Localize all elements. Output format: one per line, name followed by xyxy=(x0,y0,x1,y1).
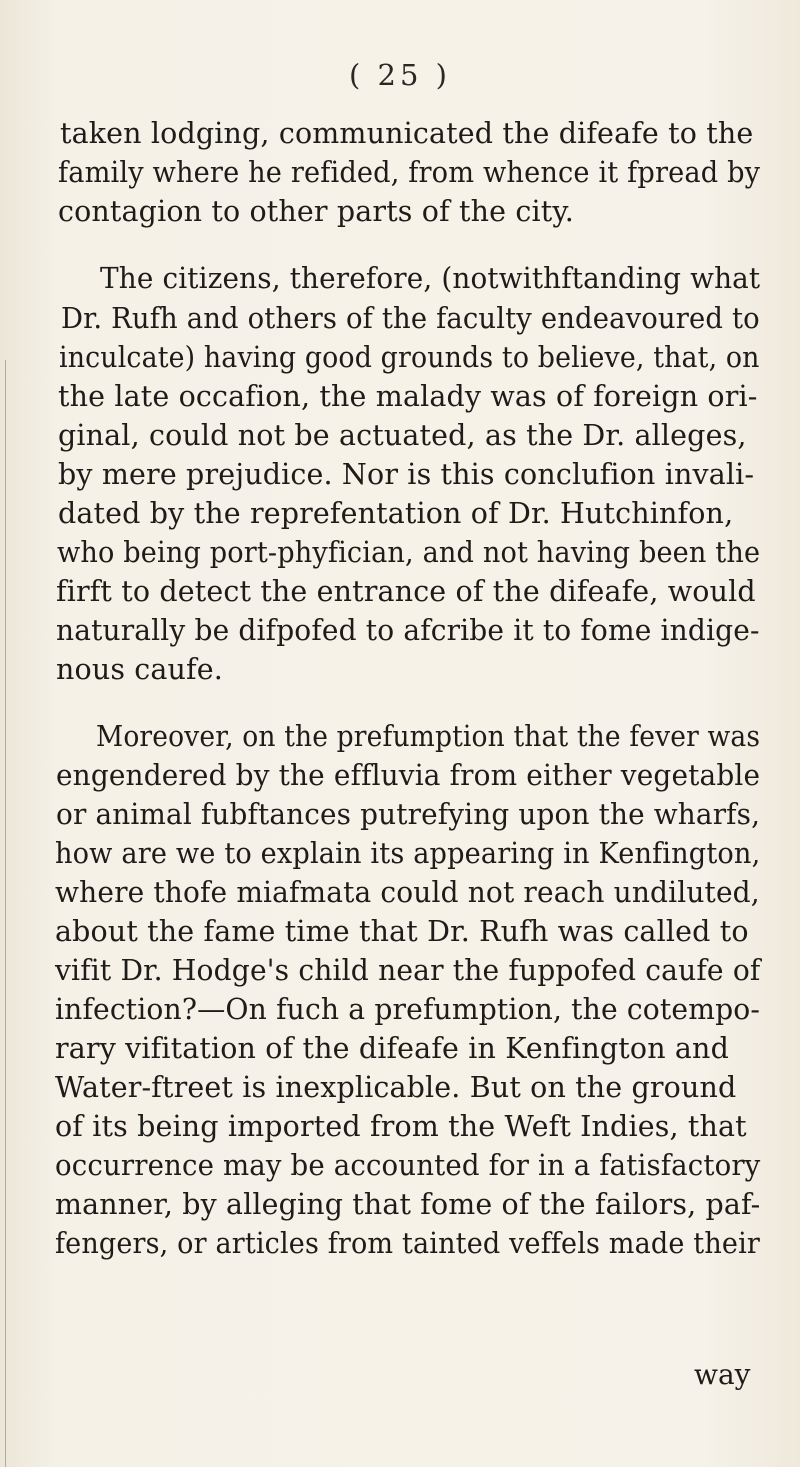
text-line: inculcate) having good grounds to believe, that, on xyxy=(59,341,760,374)
text-line: family where he refided, from whence it fpread by xyxy=(58,156,761,189)
text-line: dated by the reprefentation of Dr. Hutchinfon, xyxy=(58,497,734,530)
text-line: who being port-phyfician, and not having been the xyxy=(57,536,761,569)
text-line: fengers, or articles from tainted veffels made their xyxy=(55,1227,760,1260)
text-line: the late occafion, the malady was of foreign ori- xyxy=(58,380,758,413)
text-line: taken lodging, communicated the difeafe to the xyxy=(60,117,754,150)
text-line: contagion to other parts of the city. xyxy=(58,195,574,228)
text-line: how are we to explain its appearing in Kenfington, xyxy=(55,837,761,870)
text-line: Moreover, on the prefumption that the fever was xyxy=(96,720,761,753)
text-line: vifit Dr. Hodge's child near the fuppofed caufe of xyxy=(55,954,761,987)
text-line: occurrence may be accounted for in a fatisfactory xyxy=(55,1149,761,1182)
text-line: of its being imported from the Weft Indies, that xyxy=(55,1110,747,1143)
text-line: Water-ftreet is inexplicable. But on the ground xyxy=(55,1071,737,1104)
text-line: firft to detect the entrance of the difeafe, would xyxy=(56,575,756,608)
text-line: or animal fubftances putrefying upon the wharfs, xyxy=(56,798,761,831)
text-line: where thofe miafmata could not reach undiluted, xyxy=(55,876,760,909)
text-line: Dr. Rufh and others of the faculty endeavoured to xyxy=(61,302,760,335)
text-line: ginal, could not be actuated, as the Dr. alleges, xyxy=(58,419,747,452)
text-line: naturally be difpofed to afcribe it to fome indige- xyxy=(56,614,760,647)
text-line: by mere prejudice. Nor is this conclufion invali- xyxy=(58,458,755,491)
text-line: rary vifitation of the difeafe in Kenfington and xyxy=(55,1032,729,1065)
text-line: The citizens, therefore, (notwithftanding what xyxy=(100,262,761,295)
text-line: about the fame time that Dr. Rufh was called to xyxy=(55,915,749,948)
text-line: nous caufe. xyxy=(56,653,223,686)
text-line: engendered by the effluvia from either vegetable xyxy=(56,759,761,792)
catchword: way xyxy=(694,1358,751,1391)
text-line: infection?—On fuch a prefumption, the cotempo- xyxy=(55,993,761,1026)
page-edge-line xyxy=(5,360,6,1467)
page-number: ( 25 ) xyxy=(349,58,451,92)
text-line: manner, by alleging that fome of the failors, paf- xyxy=(55,1188,761,1221)
